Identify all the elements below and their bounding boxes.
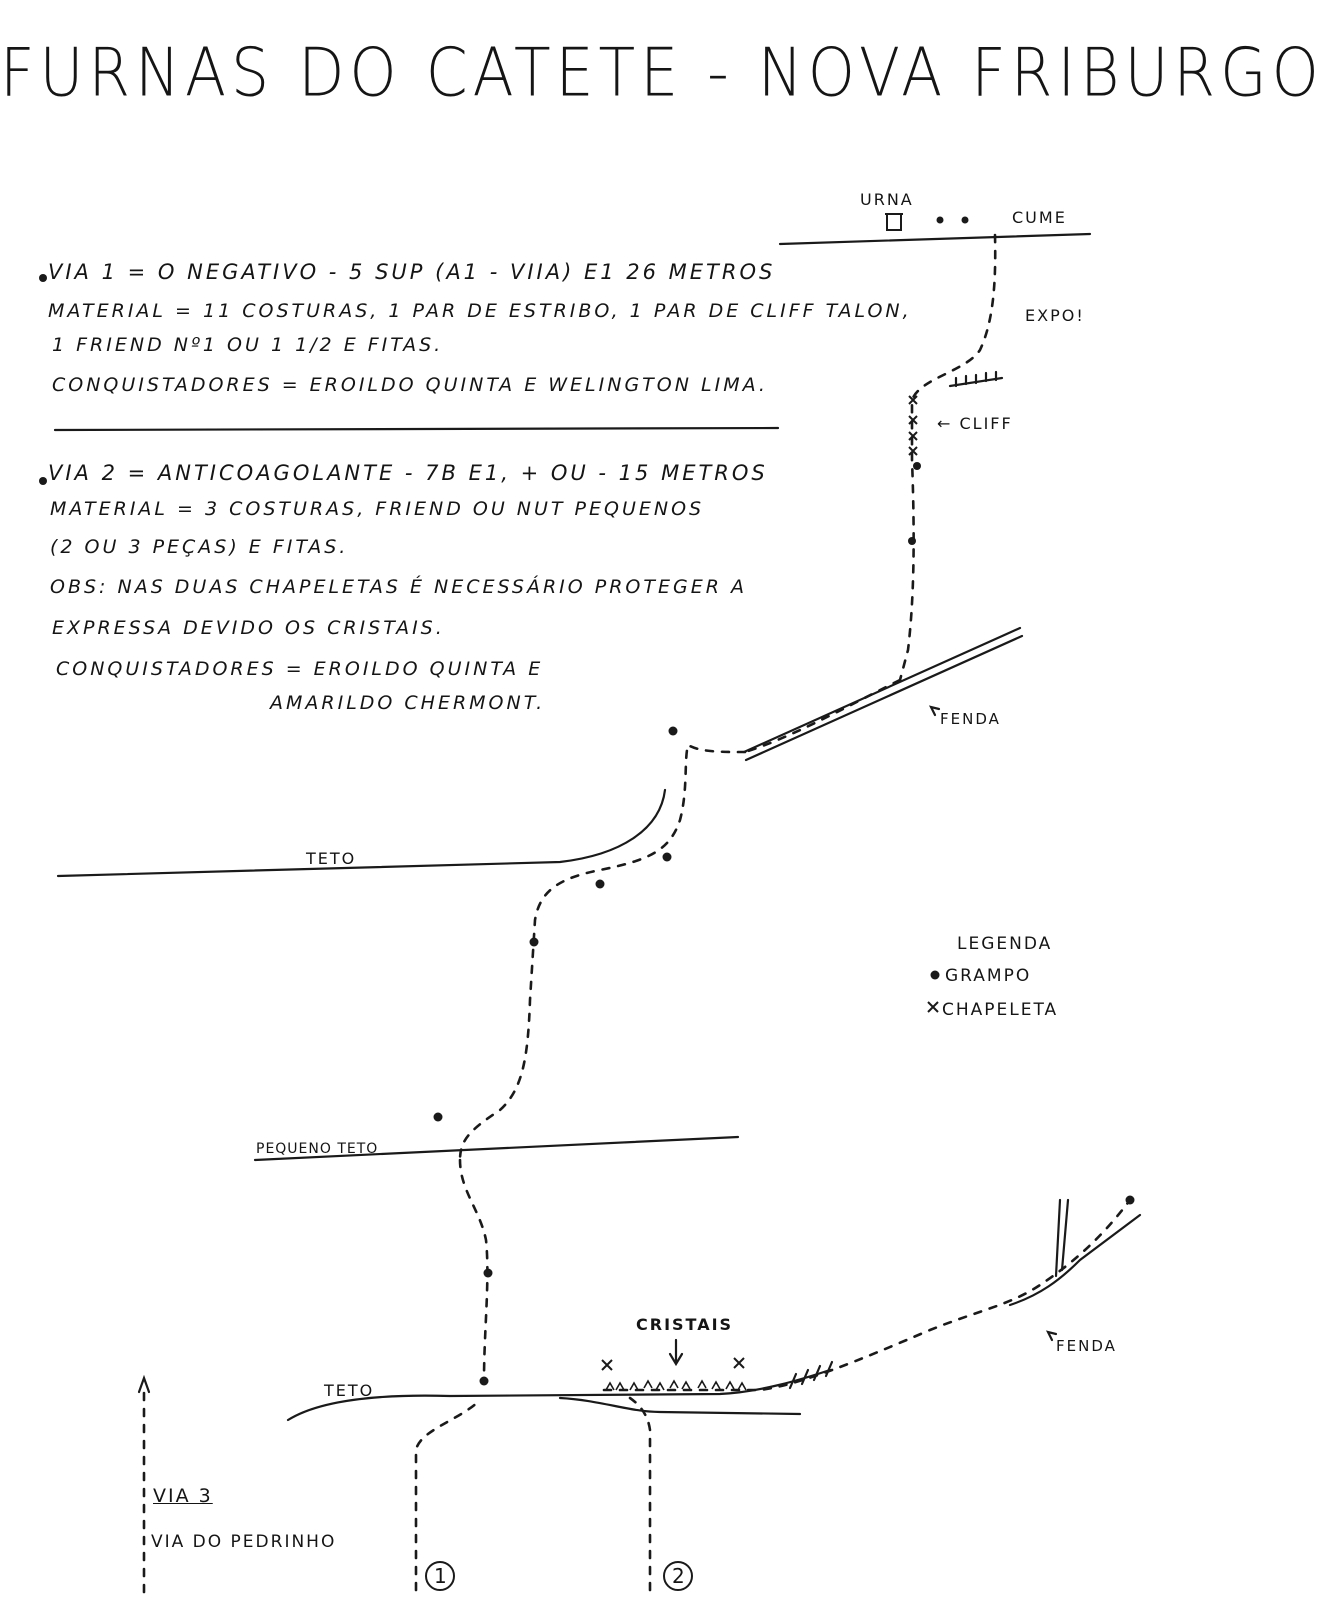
teto-lower-second xyxy=(560,1398,800,1414)
via2-material: MATERIAL = 3 COSTURAS, FRIEND OU NUT PEQUENOS xyxy=(50,498,705,520)
cristais-arrow xyxy=(670,1340,682,1364)
urna-icon xyxy=(887,214,901,230)
cristais-marks xyxy=(606,1381,746,1390)
via3-label: VIA 3 xyxy=(153,1485,213,1507)
route-upper xyxy=(900,235,995,680)
grampo xyxy=(596,880,605,889)
via2-obs: OBS: NAS DUAS CHAPELETAS É NECESSÁRIO PROTEGER A xyxy=(50,576,747,598)
legend-chapeleta-symbol xyxy=(928,1002,938,1012)
via1-conquistadores: CONQUISTADORES = EROILDO QUINTA E WELINGTON LIMA. xyxy=(52,374,768,396)
grampo xyxy=(484,1269,493,1278)
cristais-label: CRISTAIS xyxy=(636,1315,734,1334)
teto-upper-label: TETO xyxy=(306,849,357,868)
route2-start xyxy=(630,1398,650,1590)
via2-conquistadores-cont: AMARILDO CHERMONT. xyxy=(270,692,546,714)
fenda-upper-arrow xyxy=(931,707,939,715)
grampo xyxy=(669,727,678,736)
separator-line xyxy=(55,428,778,430)
fenda-lower-label: FENDA xyxy=(1056,1337,1117,1355)
legend-grampo-symbol xyxy=(931,971,940,980)
via2-obs-cont: EXPRESSA DEVIDO OS CRISTAIS. xyxy=(52,617,445,639)
cume-label: CUME xyxy=(1012,208,1067,227)
route-lower xyxy=(460,1160,487,1380)
expo-label: EXPO! xyxy=(1025,306,1085,325)
via3-name: VIA DO PEDRINHO xyxy=(151,1532,337,1552)
fenda-upper-inner xyxy=(746,636,1022,760)
legend-grampo: GRAMPO xyxy=(945,966,1032,986)
via2-heading: VIA 2 = ANTICOAGOLANTE - 7B E1, + OU - 15 METROS xyxy=(48,461,768,485)
grampo xyxy=(908,537,916,545)
cliff-label: ← CLIFF xyxy=(937,414,1013,433)
cume-dot xyxy=(937,217,944,224)
pequeno-teto-line xyxy=(255,1137,738,1160)
grampo xyxy=(434,1113,443,1122)
cume-line xyxy=(780,234,1090,244)
route1-marker-label: 1 xyxy=(434,1564,449,1588)
cume-dot xyxy=(962,217,969,224)
route1-marker xyxy=(426,1562,454,1590)
via1-heading: VIA 1 = O NEGATIVO - 5 SUP (A1 - VIIA) E1 26 METROS xyxy=(48,260,776,284)
route2-marker xyxy=(664,1562,692,1590)
route-cristais-traverse xyxy=(604,1200,1130,1390)
grampo xyxy=(913,462,921,470)
urna-label: URNA xyxy=(860,190,914,209)
fenda-lower-arrow xyxy=(1048,1332,1056,1340)
legend-title: LEGENDA xyxy=(957,934,1053,954)
page-title: FURNAS DO CATETE - NOVA FRIBURGO xyxy=(0,33,1324,113)
grampo xyxy=(480,1377,489,1386)
route1-start xyxy=(416,1400,480,1590)
via3-arrow xyxy=(139,1378,149,1392)
grampo xyxy=(530,938,539,947)
legend-chapeleta: CHAPELETA xyxy=(942,1000,1059,1020)
grampo xyxy=(663,853,672,862)
grampo xyxy=(1126,1196,1135,1205)
teto-lower-label: TETO xyxy=(324,1381,375,1400)
via2-bullet xyxy=(39,477,47,485)
via1-material: MATERIAL = 11 COSTURAS, 1 PAR DE ESTRIBO, 1 PAR DE CLIFF TALON, xyxy=(48,300,912,322)
route-middle-top xyxy=(460,745,745,1160)
route2-marker-label: 2 xyxy=(672,1564,687,1588)
via1-bullet xyxy=(39,274,47,282)
via2-material-cont: (2 OU 3 PEÇAS) E FITAS. xyxy=(50,536,349,558)
fenda-lower-inner xyxy=(1056,1200,1068,1276)
via1-material-cont: 1 FRIEND Nº1 OU 1 1/2 E FITAS. xyxy=(52,334,444,356)
fenda-upper-label: FENDA xyxy=(940,710,1001,728)
teto-upper xyxy=(58,790,665,876)
pequeno-teto-label: PEQUENO TETO xyxy=(256,1141,379,1157)
via2-conquistadores: CONQUISTADORES = EROILDO QUINTA E xyxy=(56,658,544,680)
